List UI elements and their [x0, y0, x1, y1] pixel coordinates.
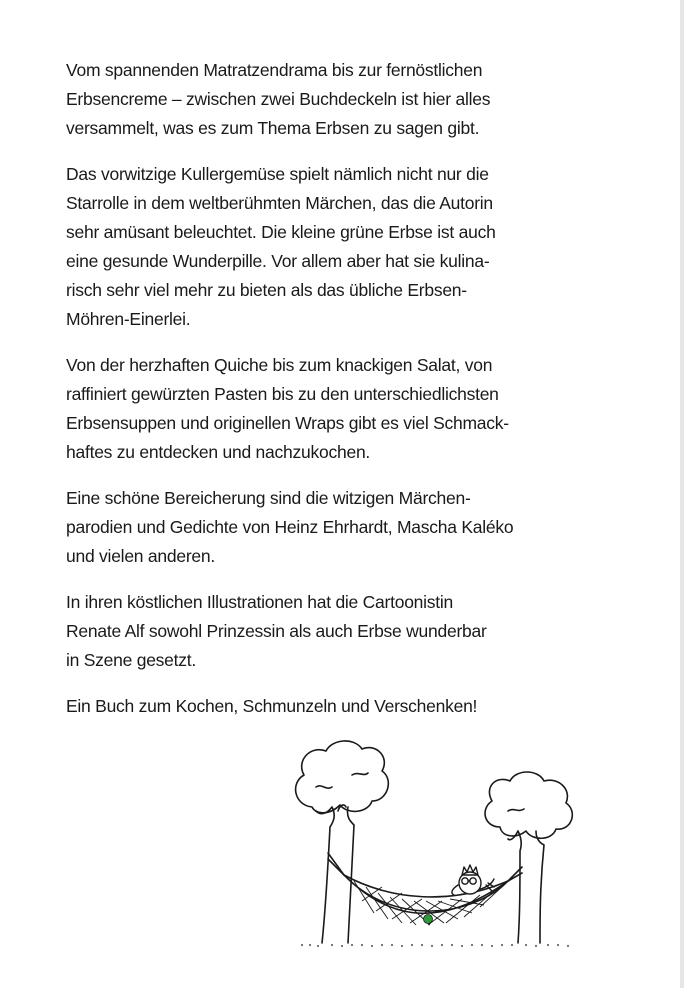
back-cover-blurb: [66, 56, 566, 738]
text-line: raffiniert gewürzten Pasten bis zu den unterschiedlichsten: [66, 384, 499, 404]
pea-icon: [424, 915, 433, 924]
text-line: eine gesunde Wunderpille. Vor allem aber hat sie kulina-: [66, 251, 490, 271]
text-line: Vom spannenden Matratzendrama bis zur fernöstlichen: [66, 60, 483, 80]
text-line: haftes zu entdecken und nachzukochen.: [66, 442, 371, 462]
blurb-paragraph-6: [66, 692, 566, 721]
blurb-paragraph-3: [66, 351, 566, 467]
page-edge: [680, 0, 684, 988]
text-line: Starrolle in dem weltberühmten Märchen, das die Autorin: [66, 193, 493, 213]
text-line: Erbsencreme – zwischen zwei Buchdeckeln ist hier alles: [66, 89, 491, 109]
text-line: und vielen anderen.: [66, 546, 215, 566]
text-line: Von der herzhaften Quiche bis zum knackigen Salat, von: [66, 355, 493, 375]
text-line: Erbsensuppen und originellen Wraps gibt es viel Schmack-: [66, 413, 509, 433]
princess-figure: [452, 865, 494, 895]
text-line: versammelt, was es zum Thema Erbsen zu sagen gibt.: [66, 118, 480, 138]
text-line: Eine schöne Bereicherung sind die witzigen Märchen-: [66, 488, 471, 508]
left-tree-trunk: [316, 807, 354, 943]
text-line: parodien und Gedichte von Heinz Ehrhardt, Mascha Kaléko: [66, 517, 514, 537]
blurb-paragraph-2: [66, 160, 566, 334]
text-line: sehr amüsant beleuchtet. Die kleine grüne Erbse ist auch: [66, 222, 496, 242]
text-line: Möhren-Einerlei.: [66, 309, 191, 329]
text-line: In ihren köstlichen Illustrationen hat die Cartoonistin: [66, 592, 454, 612]
text-line: risch sehr viel mehr zu bieten als das übliche Erbsen-: [66, 280, 467, 300]
blurb-paragraph-4: [66, 484, 566, 571]
ground-line: [301, 944, 569, 947]
left-tree-crown: [296, 741, 389, 813]
text-line: in Szene gesetzt.: [66, 650, 196, 670]
blurb-paragraph-5: [66, 588, 566, 675]
hammock: [344, 875, 508, 913]
hammock-cartoon-icon: [282, 735, 582, 955]
right-tree-trunk: [508, 831, 544, 943]
blank-label-area: [40, 870, 265, 988]
text-line: Ein Buch zum Kochen, Schmunzeln und Verschenken!: [66, 696, 478, 716]
right-tree-crown: [485, 772, 572, 838]
blurb-paragraph-1: [66, 56, 566, 143]
text-line: Renate Alf sowohl Prinzessin als auch Erbse wunderbar: [66, 621, 487, 641]
text-line: Das vorwitzige Kullergemüse spielt nämlich nicht nur die: [66, 164, 489, 184]
